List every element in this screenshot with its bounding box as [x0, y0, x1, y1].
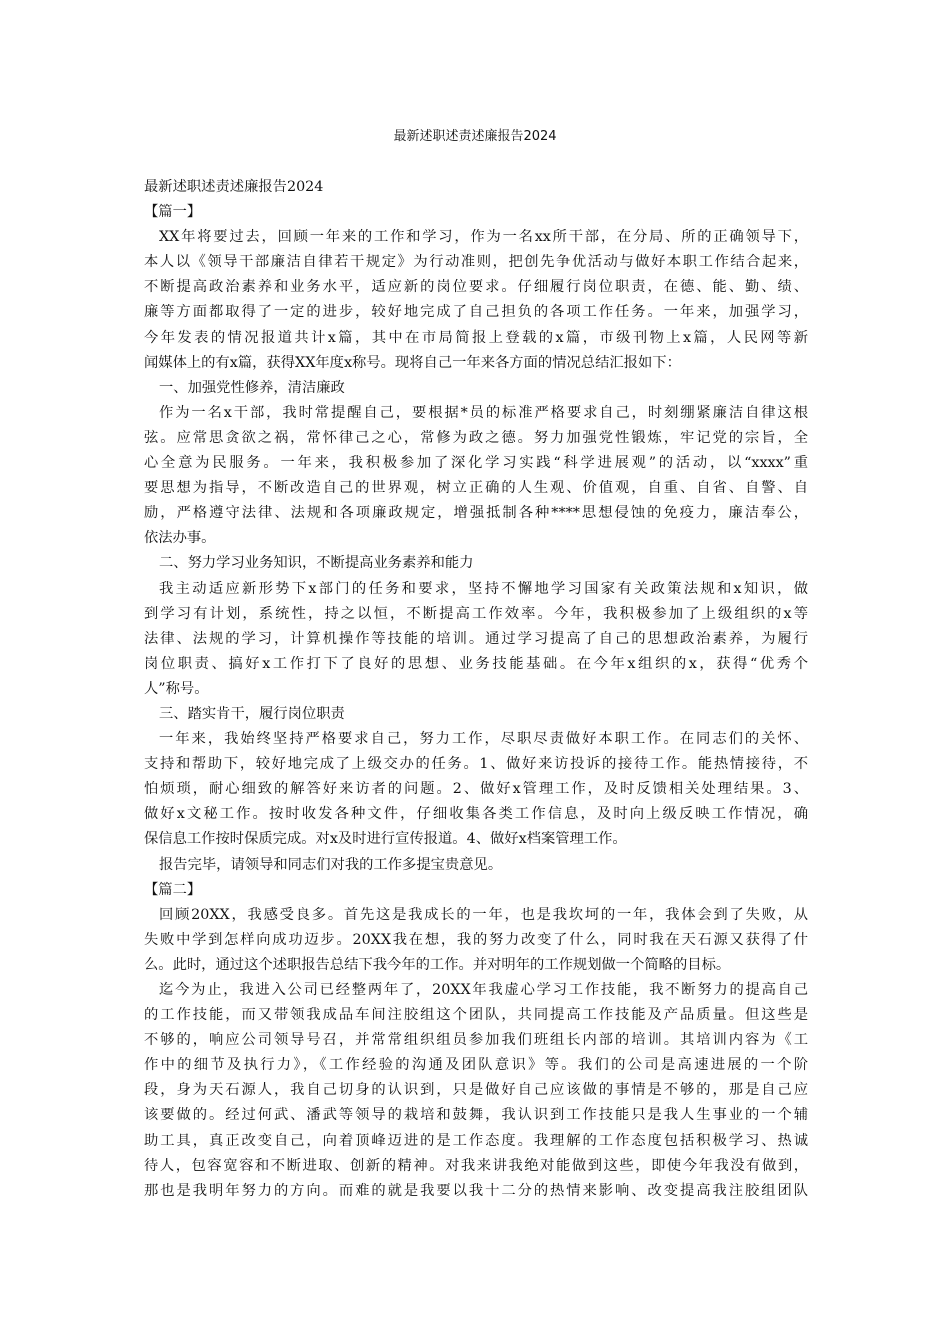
text-line: 弦。应常思贪欲之祸，常怀律己之心，常修为政之德。努力加强党性锻炼，牢记党的宗旨，全 [144, 429, 808, 446]
text-line: 段，身为天石源人，我自己切身的认识到，只是做好自己应该做的事情是不够的，那是自己应 [144, 1082, 808, 1099]
text-line: 法律、法规的学习，计算机操作等技能的培训。通过学习提高了自己的思想政治素养，为履行 [144, 630, 808, 647]
text-line: 心全意为民服务。一年来，我积极参加了深化学习实践“科学进展观”的活动，以“xxxx”重 [144, 455, 808, 472]
text-line: XX年将要过去，回顾一年来的工作和学习，作为一名xx所干部，在分局、所的正确领导下， [159, 229, 808, 246]
text-line: 要思想为指导，不断改造自己的世界观，树立正确的人生观、价值观，自重、自省、自警、自 [144, 480, 808, 497]
text-line: 我主动适应新形势下x部门的任务和要求，坚持不懈地学习国家有关政策法规和x知识，做 [159, 580, 808, 597]
page-title: 最新述职述责述廉报告2024 [393, 129, 557, 144]
text-line: 到学习有计划，系统性，持之以恒，不断提高工作效率。今年，我积极参加了上级组织的x等 [144, 605, 808, 622]
text-line: 迄今为止，我进入公司已经整两年了，20XX年我虚心学习工作技能，我不断努力的提高自己 [159, 982, 808, 998]
text-line: 那也是我明年努力的方向。而难的就是我要以我十二分的热情来影响、改变提高我注胶组团队 [144, 1182, 808, 1199]
text-line: 【篇一】 [144, 204, 202, 221]
text-line: 今年发表的情况报道共计x篇，其中在市局简报上登载的x篇，市级刊物上x篇，人民网等新 [144, 329, 808, 346]
document-body [144, 175, 808, 1204]
text-line: 励，严格遵守法律、法规和各项廉政规定，增强抵制各种****思想侵蚀的免疫力，廉洁奉公， [144, 505, 808, 522]
text-line: 廉等方面都取得了一定的进步，较好地完成了自己担负的各项工作任务。一年来，加强学习， [144, 304, 808, 321]
text-line: 【篇二】 [144, 881, 202, 898]
text-line: 该要做的。经过何武、潘武等领导的栽培和鼓舞，我认识到工作技能只是我人生事业的一个辅 [144, 1107, 808, 1124]
text-line: 报告完毕，请领导和同志们对我的工作多提宝贵意见。 [159, 856, 503, 873]
text-line: 待人，包容宽容和不断进取、创新的精神。对我来讲我绝对能做到这些，即使今年我没有做到， [144, 1157, 808, 1174]
text-line: 一年来，我始终坚持严格要求自己，努力工作，尽职尽责做好本职工作。在同志们的关怀、 [159, 731, 808, 748]
text-line: 人”称号。 [144, 680, 209, 697]
text-line: 失败中学到怎样向成功迈步。20XX我在想，我的努力改变了什么，同时我在天石源又获得了什 [144, 931, 808, 948]
text-line: 回顾20XX，我感受良多。首先这是我成长的一年，也是我坎坷的一年，我体会到了失败，从 [159, 906, 808, 923]
text-line: 的工作技能，而又带领我成品车间注胶组这个团队，共同提高工作技能及产品质量。但这些是 [144, 1007, 808, 1024]
text-line: 作为一名x干部，我时常提醒自己，要根据*员的标准严格要求自己，时刻绷紧廉洁自律这根 [159, 404, 808, 421]
text-line: 么。此时，通过这个述职报告总结下我今年的工作。并对明年的工作规划做一个简略的目标。 [144, 956, 731, 973]
text-line: 一、加强党性修养，清洁廉政 [159, 379, 345, 396]
text-line: 做好x文秘工作。按时收发各种文件，仔细收集各类工作信息，及时向上级反映工作情况，确 [144, 806, 808, 823]
text-line: 作中的细节及执行力》，《工作经验的沟通及团队意识》等。我们的公司是高速进展的一个阶 [144, 1057, 808, 1074]
text-line: 本人以《领导干部廉洁自律若干规定》为行动准则，把创先争优活动与做好本职工作结合起来， [144, 254, 808, 271]
text-line: 保信息工作按时保质完成。对x及时进行宣传报道。4、做好x档案管理工作。 [144, 831, 627, 848]
text-line: 依法办事。 [144, 530, 216, 547]
text-line: 三、踏实肯干，履行岗位职责 [159, 705, 345, 722]
text-line: 不断提高政治素养和业务水平，适应新的岗位要求。仔细履行岗位职责，在德、能、勤、绩、 [144, 279, 808, 296]
text-line: 不够的，响应公司领导号召，并常常组织组员参加我们班组长内部的培训。其培训内容为《工 [144, 1032, 808, 1049]
text-line: 闻媒体上的有x篇，获得XX年度x称号。现将自己一年来各方面的情况总结汇报如下： [144, 354, 681, 371]
text-line: 助工具，真正改变自己，向着顶峰迈进的是工作态度。我理解的工作态度包括积极学习、热诚 [144, 1132, 808, 1149]
text-line: 岗位职责、搞好x工作打下了良好的思想、业务技能基础。在今年x组织的x，获得“优秀个 [144, 655, 808, 672]
text-line: 最新述职述责述廉报告2024 [144, 179, 324, 195]
text-line: 怕烦琐，耐心细致的解答好来访者的问题。2、做好x管理工作，及时反馈相关处理结果。3、 [144, 781, 808, 798]
text-line: 支持和帮助下，较好地完成了上级交办的任务。1、做好来访投诉的接待工作。能热情接待，不 [144, 756, 808, 773]
text-line: 二、努力学习业务知识，不断提高业务素养和能力 [159, 555, 474, 572]
